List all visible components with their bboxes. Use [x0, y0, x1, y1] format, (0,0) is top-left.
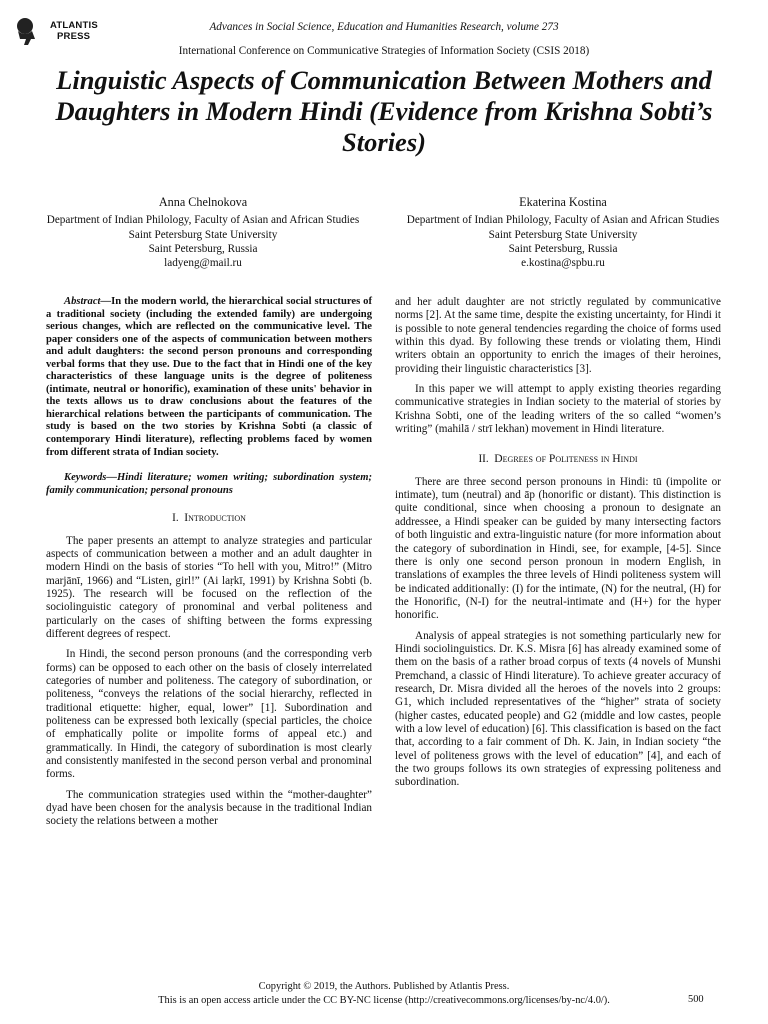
logo-text-press: PRESS [57, 31, 91, 42]
author-name: Ekaterina Kostina [519, 195, 607, 209]
abstract-label: Abstract— [64, 296, 112, 307]
footer [0, 980, 768, 1008]
section-number: II. [478, 453, 489, 466]
paragraph: There are three second person pronouns in Hindi: tū (impolite or intimate), tum (neutral) and āp (honorific or distant). This distinction is quite conditional, since when choosing a pronoun to designate an addressee, a Hindi speaker can be guided by many intersecting factors of both linguistic and extra-linguistic nature (for more information about the category of subordination in Hindi, see, for example, [4-5]. Since there is only one second person pronoun in modern English, in translations of examples the three levels of Hindi politeness system will be indicated additionally: (I) for the intimate, (N) for the neutral, (H) for the Honorific, (N-I) for the neutral-intimate and (H+) for the hyper honorific. [395, 475, 721, 622]
abstract [46, 296, 372, 459]
section-heading-introduction [46, 511, 372, 525]
author-city: Saint Petersburg, Russia [508, 242, 618, 255]
keywords [46, 472, 372, 497]
paragraph: In Hindi, the second person pronouns (and the corresponding verb forms) can be opposed to each other on the basis of closely interrelated categories of number and politeness. The category of subordination, or politeness, “conveys the relations of the social hierarchy, reflected in traditional etiquette: higher, equal, lower” [1]. Subordination and politeness can be expressed both lexically (special particles, the choice of emphatically polite or impolite forms of appeal etc.) and grammatically. In Hindi, the category of subordination is most clearly and consistently manifested in the second person verbal and pronominal forms. [46, 648, 372, 781]
author-name: Anna Chelnokova [158, 195, 248, 209]
paragraph: The paper presents an attempt to analyze strategies and particular aspects of communication between a mother and an adult daughter in modern Hindi on the basis of stories “To hell with you, Mitro!” (Mitro marjānī, 1966) and “Listen, girl!” (Ai laṛkī, 1991) by Krishna Sobti (b. 1925). The research will be focused on the reflection of the sociolinguistic category of pronominal and verbal politeness and particularly on the cases of shifting between the forms expressing different degrees of respect. [46, 534, 372, 640]
author-department: Department of Indian Philology, Faculty of Asian and African Studies [46, 214, 360, 227]
author-block-1 [43, 195, 363, 270]
section-title: Degrees of Politeness in Hindi [494, 452, 638, 466]
paragraph: The communication strategies used within the “mother-daughter” dyad have been chosen for the analysis because in the traditional Indian society the relations between a mother [46, 788, 372, 828]
author-email[interactable]: e.kostina@spbu.ru [521, 257, 605, 270]
paper-title: Linguistic Aspects of Communication Between Mothers and Daughters in Modern Hindi (Evidence from Krishna Sobti’s Stories) [55, 65, 713, 157]
license-text: This is an open access article under the CC BY-NC license (http://creativecommons.org/licenses/by-nc/4.0/). [158, 995, 610, 1006]
author-university: Saint Petersburg State University [128, 228, 278, 241]
author-university: Saint Petersburg State University [488, 228, 638, 241]
section-heading-politeness [395, 452, 721, 466]
author-block-2 [403, 195, 723, 270]
author-email[interactable]: ladyeng@mail.ru [164, 257, 242, 270]
journal-header: Advances in Social Science, Education and Humanities Research, volume 273 [209, 21, 559, 33]
abstract-text: In the modern world, the hierarchical social structures of a traditional society (including the extended family) are undergoing serious changes, which are reflected on the communicative level. The paper considers one of the aspects of communication between mothers and adult daughters: the second person pronouns and corresponding verbal forms that they use. Due to the fact that in Hindi one of the key characteristics of these language units is the degree of politeness (intimate, neutral or honorific), examination of these units' behavior in the texts allows us to draw conclusions about the features of the hierarchical relations between the participants of communication. The study is based on the two stories by Krishna Sobti (a classic of contemporary Hindi literature), reflecting problems faced by women from different strata of Indian society. [46, 296, 372, 458]
section-title: Introduction [184, 511, 246, 525]
copyright-text: Copyright © 2019, the Authors. Published by Atlantis Press. [258, 981, 510, 992]
right-column [395, 296, 721, 797]
keywords-label: Keywords— [64, 472, 117, 484]
paragraph: In this paper we will attempt to apply existing theories regarding communicative strategies in Indian society to the material of stories by Krishna Sobti, one of the leading writers of the so called “women’s writing” (mahilā / strī lekhan) movement in Hindi literature. [395, 383, 721, 436]
logo-text-atlantis: ATLANTIS [50, 20, 98, 31]
author-department: Department of Indian Philology, Faculty of Asian and African Studies [406, 214, 720, 227]
paragraph: Analysis of appeal strategies is not something particularly new for Hindi sociolinguistics. Dr. K.S. Misra [6] has already examined some of them on the basis of a rather broad corpus of texts (4 novels of Munshi Premchand, a classic of Hindi literature). To achieve greater accuracy of research, Dr. Misra divided all the heroes of the novels into 2 groups: G1, which included representatives of the “higher” strata of society (higher castes, educated people) and G2 (middle and low castes, people with a low level of education) [6]. This classification is based on the fact that, according to a fair comment of Dh. K. Jain, in Indian society “the level of politeness grows with the level of education” [4], and each of the two groups follows its own strategies of expressing politeness and subordination. [395, 629, 721, 789]
keywords-text: Hindi literature; women writing; subordination system; family communication; personal pronouns [46, 472, 372, 496]
page-number: 500 [688, 994, 704, 1005]
section-number: I. [172, 512, 179, 525]
author-city: Saint Petersburg, Russia [148, 242, 258, 255]
paragraph: and her adult daughter are not strictly regulated by communicative norms [2]. At the same time, despite the existing uncertainty, for Hindi it is possible to note general tendencies regarding the choice of forms used within this dyad. By following these trends or violating them, Hindi writers obtain an opportunity to enrich the images of their heroines, providing their linguistic characteristics [3]. [395, 296, 721, 375]
conference-header: International Conference on Communicative Strategies of Information Society (CSIS 2018) [178, 45, 590, 57]
left-column [46, 296, 372, 836]
